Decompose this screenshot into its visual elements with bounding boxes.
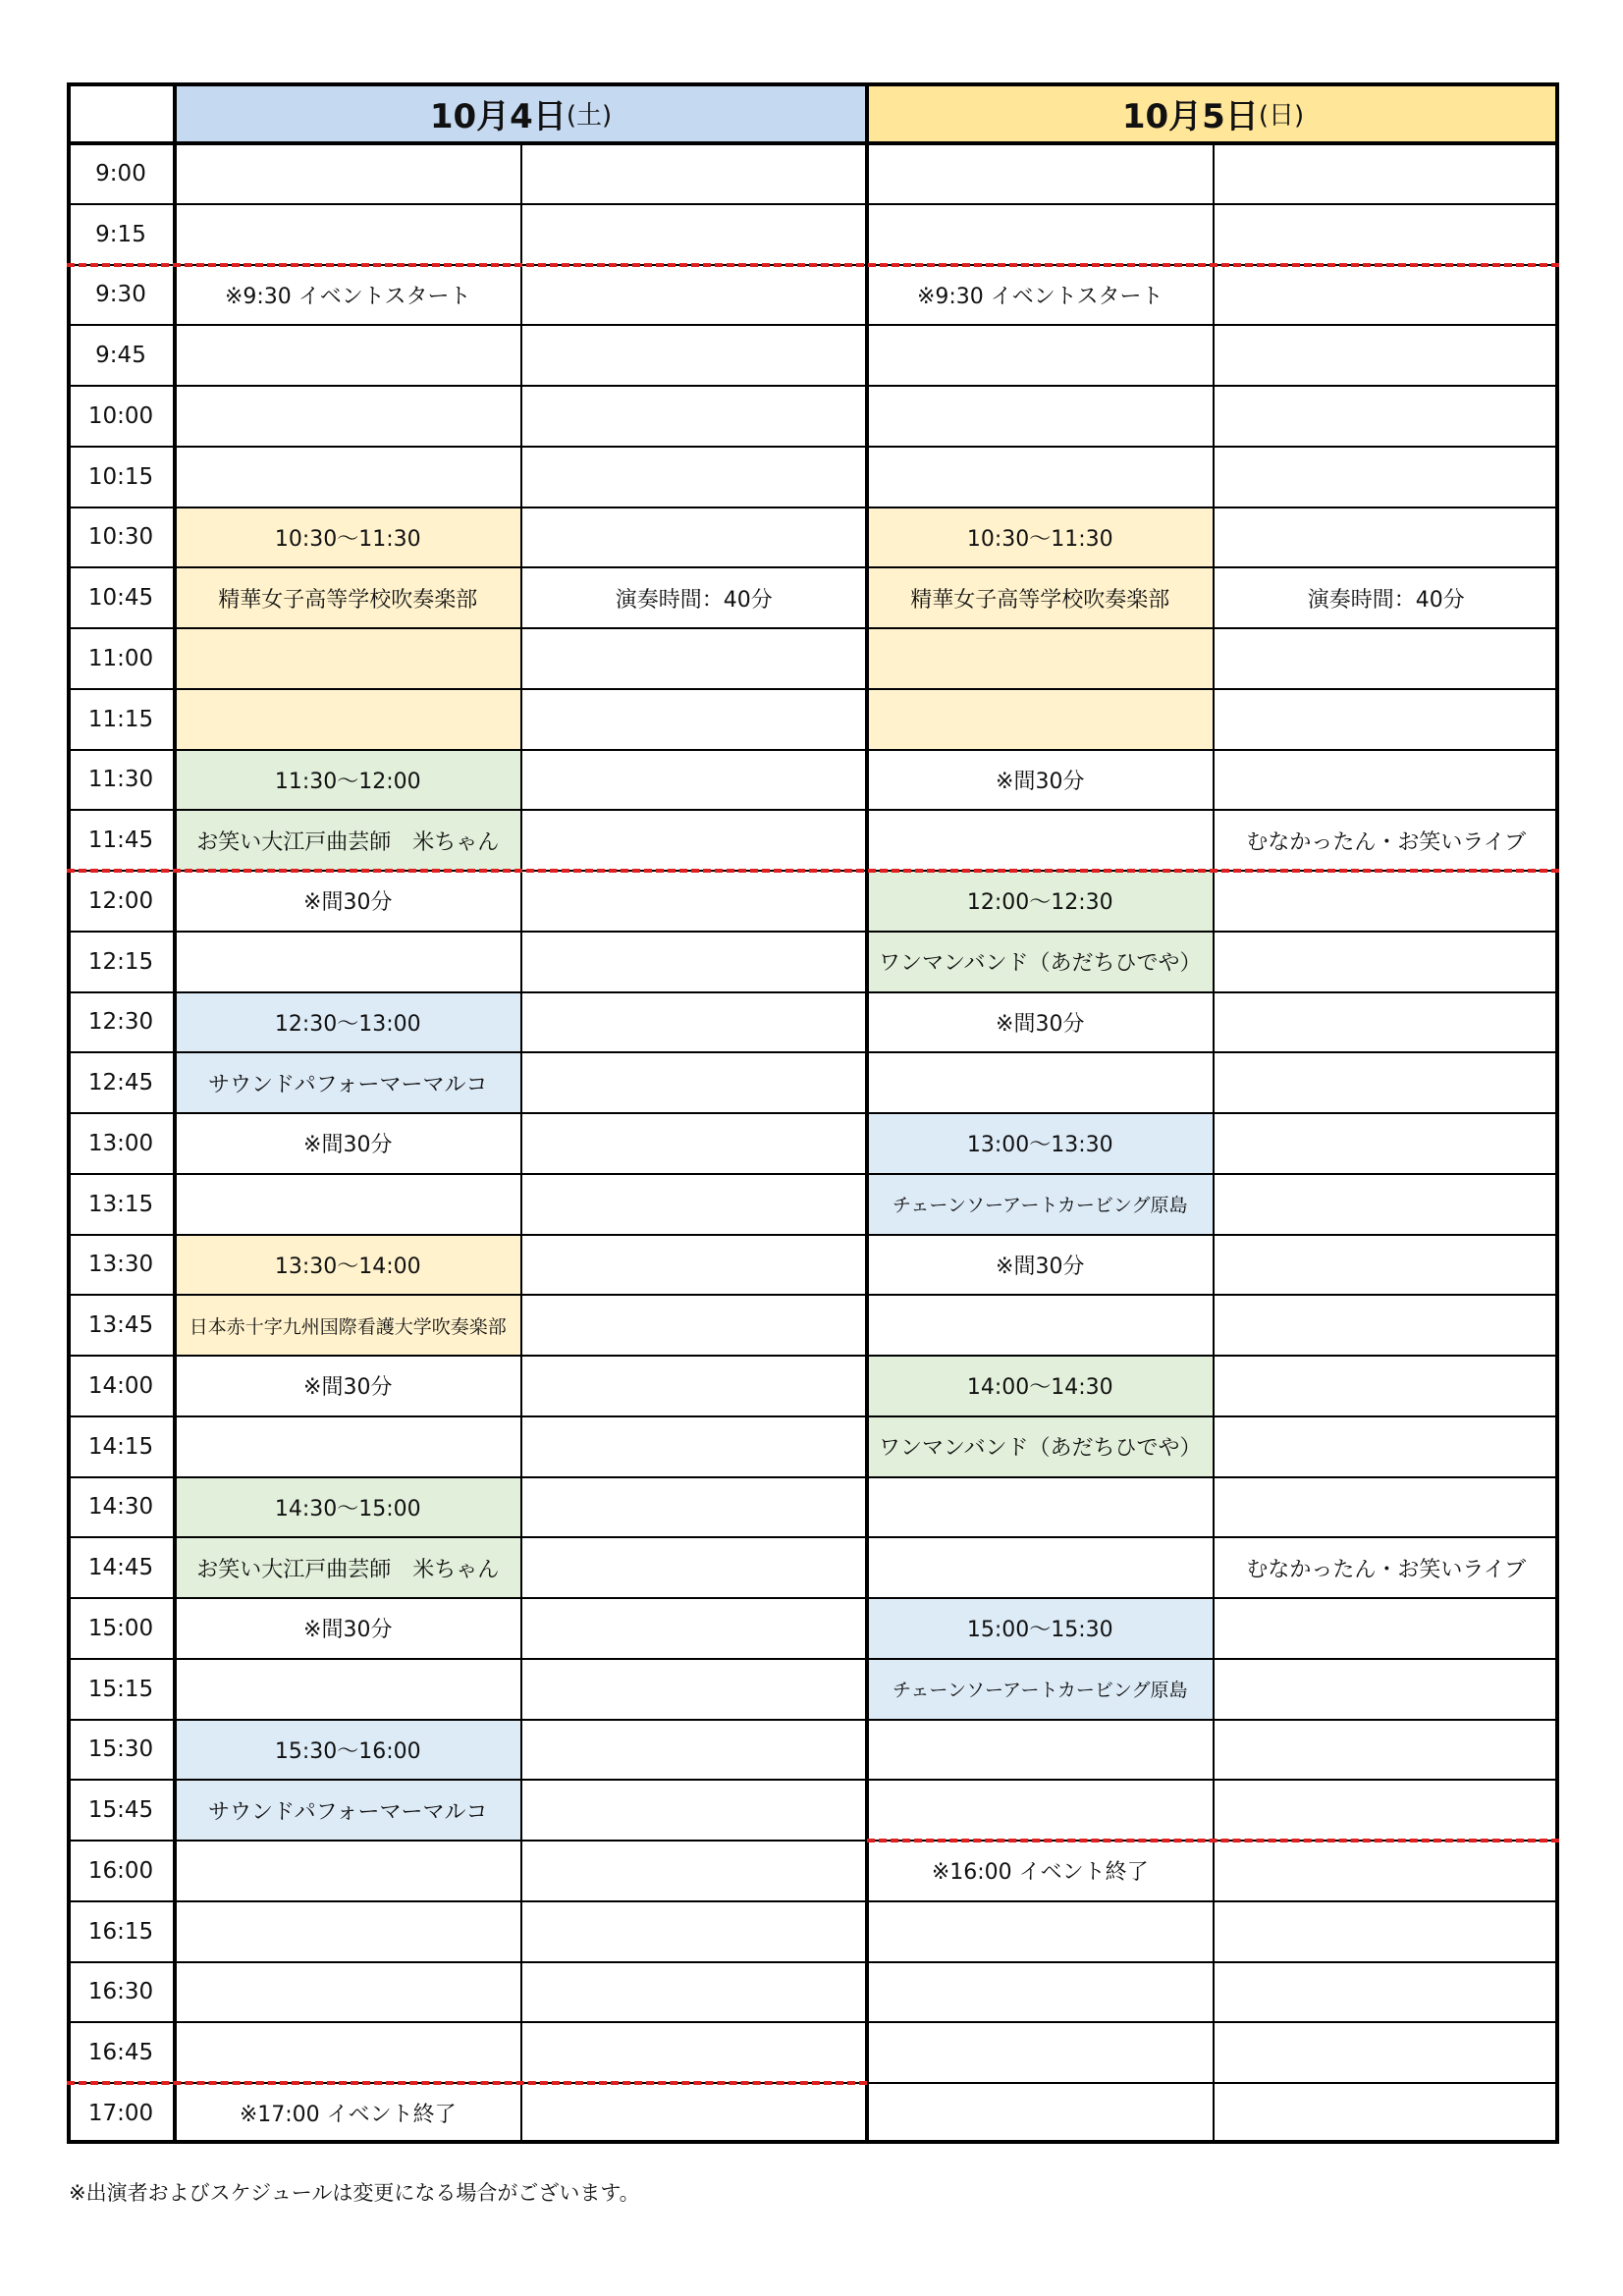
- schedule-entry: ※間30分: [996, 1254, 1085, 1279]
- time-label: 11:00: [87, 645, 154, 671]
- schedule-entry: サウンドパフォーマーマルコ: [208, 1799, 488, 1825]
- row-divider: [67, 446, 1559, 448]
- schedule-entry: 日本赤十字九州国際看護大学吹奏楽部: [189, 1315, 507, 1338]
- time-label: 9:45: [95, 343, 146, 369]
- schedule-entry: チェーンソーアートカービング原島: [892, 1680, 1188, 1702]
- schedule-entry: ※間30分: [303, 1375, 393, 1401]
- time-label: 12:45: [87, 1070, 154, 1096]
- time-label: 10:15: [87, 463, 154, 490]
- schedule-entry: チェーンソーアートカービング原島: [892, 1195, 1188, 1217]
- row-divider: [67, 1476, 1559, 1478]
- event-boundary-dash: [867, 1839, 1559, 1842]
- row-divider: [67, 1900, 1559, 1902]
- schedule-entry: ※間30分: [996, 1011, 1085, 1037]
- table-border-bottom: [67, 2140, 1559, 2144]
- schedule-entry: ※17:00 イベント終了: [239, 2103, 457, 2128]
- schedule-entry: 15:00～15:30: [966, 1618, 1113, 1643]
- schedule-entry: ワンマンバンド（あだちひでや）: [879, 951, 1202, 977]
- schedule-entry: ※9:30 イベントスタート: [916, 284, 1163, 309]
- schedule-entry: 演奏時間：40分: [1307, 587, 1465, 613]
- time-label: 9:15: [95, 221, 146, 247]
- schedule-entry: むなかったん・お笑いライブ: [1246, 1557, 1527, 1582]
- time-label: 13:30: [87, 1252, 154, 1278]
- row-divider: [67, 1415, 1559, 1417]
- time-label: 13:15: [87, 1191, 154, 1217]
- schedule-entry: お笑い大江戸曲芸師 米ちゃん: [196, 1557, 500, 1582]
- time-label: 11:45: [87, 828, 154, 854]
- row-divider: [67, 1597, 1559, 1599]
- row-divider: [67, 566, 1559, 568]
- time-label: 14:15: [87, 1433, 154, 1460]
- day-header: [867, 82, 1559, 143]
- time-label: 12:15: [87, 948, 154, 975]
- time-label: 13:45: [87, 1312, 154, 1339]
- row-divider: [67, 385, 1559, 387]
- time-label: 15:45: [87, 1797, 154, 1824]
- row-divider: [67, 1779, 1559, 1781]
- day-date: 10月4日: [429, 96, 567, 136]
- schedule-entry: お笑い大江戸曲芸師 米ちゃん: [196, 829, 500, 855]
- time-label: 14:00: [87, 1372, 154, 1399]
- time-label: 9:30: [95, 282, 146, 308]
- schedule-entry: 13:00～13:30: [966, 1133, 1113, 1158]
- row-divider: [67, 1112, 1559, 1114]
- time-label: 11:30: [87, 767, 154, 793]
- row-divider: [67, 991, 1559, 993]
- time-label: 13:00: [87, 1130, 154, 1156]
- day-divider: [865, 82, 869, 2144]
- row-divider: [67, 324, 1559, 326]
- event-boundary-dash: [67, 263, 1559, 267]
- time-label: 15:15: [87, 1676, 154, 1702]
- schedule-entry: ※間30分: [996, 769, 1085, 794]
- row-divider: [67, 1294, 1559, 1296]
- time-label: 9:00: [95, 160, 146, 187]
- day-date: 10月5日: [1121, 96, 1259, 136]
- time-label: 16:30: [87, 1979, 154, 2005]
- row-divider: [67, 507, 1559, 508]
- schedule-entry: ※16:00 イベント終了: [931, 1860, 1149, 1886]
- time-column-border: [173, 82, 177, 2144]
- schedule-entry: 12:30～13:00: [274, 1011, 421, 1037]
- time-label: 14:30: [87, 1494, 154, 1521]
- schedule-entry: 14:30～15:00: [274, 1496, 421, 1522]
- footer-note: ※出演者およびスケジュールは変更になる場合がございます。: [69, 2181, 640, 2205]
- time-label: 16:45: [87, 2040, 154, 2066]
- time-label: 12:00: [87, 887, 154, 914]
- row-divider: [67, 1051, 1559, 1053]
- schedule-entry: ※9:30 イベントスタート: [224, 284, 471, 309]
- row-divider: [67, 1234, 1559, 1236]
- schedule-entry: サウンドパフォーマーマルコ: [208, 1072, 488, 1097]
- row-divider: [67, 2021, 1559, 2023]
- time-label: 10:45: [87, 585, 154, 612]
- schedule-entry: ※間30分: [303, 1133, 393, 1158]
- event-boundary-dash: [67, 869, 1559, 873]
- row-divider: [67, 1355, 1559, 1357]
- row-divider: [67, 931, 1559, 933]
- schedule-entry: むなかったん・お笑いライブ: [1246, 829, 1527, 855]
- time-label: 16:15: [87, 1918, 154, 1945]
- column-divider: [520, 143, 522, 2144]
- day-of-week: (日): [1258, 100, 1305, 131]
- event-boundary-dash: [67, 2081, 867, 2085]
- schedule-entry: ※間30分: [303, 890, 393, 916]
- column-divider: [1213, 143, 1215, 2144]
- schedule-entry: 10:30～11:30: [274, 526, 421, 552]
- time-label: 15:30: [87, 1736, 154, 1763]
- time-label: 14:45: [87, 1555, 154, 1581]
- row-divider: [67, 688, 1559, 690]
- row-divider: [67, 1536, 1559, 1538]
- row-divider: [67, 1961, 1559, 1963]
- row-divider: [67, 749, 1559, 751]
- schedule-entry: 13:30～14:00: [274, 1254, 421, 1279]
- time-label: 16:00: [87, 1857, 154, 1884]
- schedule-entry: 11:30～12:00: [274, 769, 421, 794]
- day-header: [175, 82, 867, 143]
- row-divider: [67, 203, 1559, 205]
- day-of-week: (土): [566, 100, 613, 131]
- row-divider: [67, 1658, 1559, 1660]
- schedule-entry: 15:30～16:00: [274, 1738, 421, 1764]
- table-border-left: [67, 82, 71, 2144]
- time-label: 17:00: [87, 2100, 154, 2126]
- schedule-entry: 14:00～14:30: [966, 1375, 1113, 1401]
- schedule-entry: 精華女子高等学校吹奏楽部: [218, 587, 478, 613]
- time-label: 12:30: [87, 1009, 154, 1036]
- row-divider: [67, 1719, 1559, 1721]
- header-bottom-border: [67, 141, 1559, 145]
- time-label: 10:30: [87, 524, 154, 551]
- schedule-entry: 精華女子高等学校吹奏楽部: [910, 587, 1170, 613]
- schedule-entry: ※間30分: [303, 1618, 393, 1643]
- schedule-entry: 10:30～11:30: [966, 526, 1113, 552]
- schedule-entry: 12:00～12:30: [966, 890, 1113, 916]
- schedule-entry: ワンマンバンド（あだちひでや）: [879, 1436, 1202, 1462]
- schedule-entry: 演奏時間：40分: [615, 587, 773, 613]
- row-divider: [67, 627, 1559, 629]
- schedule-table: [67, 82, 1559, 2144]
- row-divider: [67, 809, 1559, 811]
- table-border-right: [1555, 82, 1559, 2144]
- time-label: 10:00: [87, 402, 154, 429]
- time-label: 11:15: [87, 706, 154, 732]
- row-divider: [67, 1173, 1559, 1175]
- table-border-top: [67, 82, 1559, 86]
- time-label: 15:00: [87, 1615, 154, 1641]
